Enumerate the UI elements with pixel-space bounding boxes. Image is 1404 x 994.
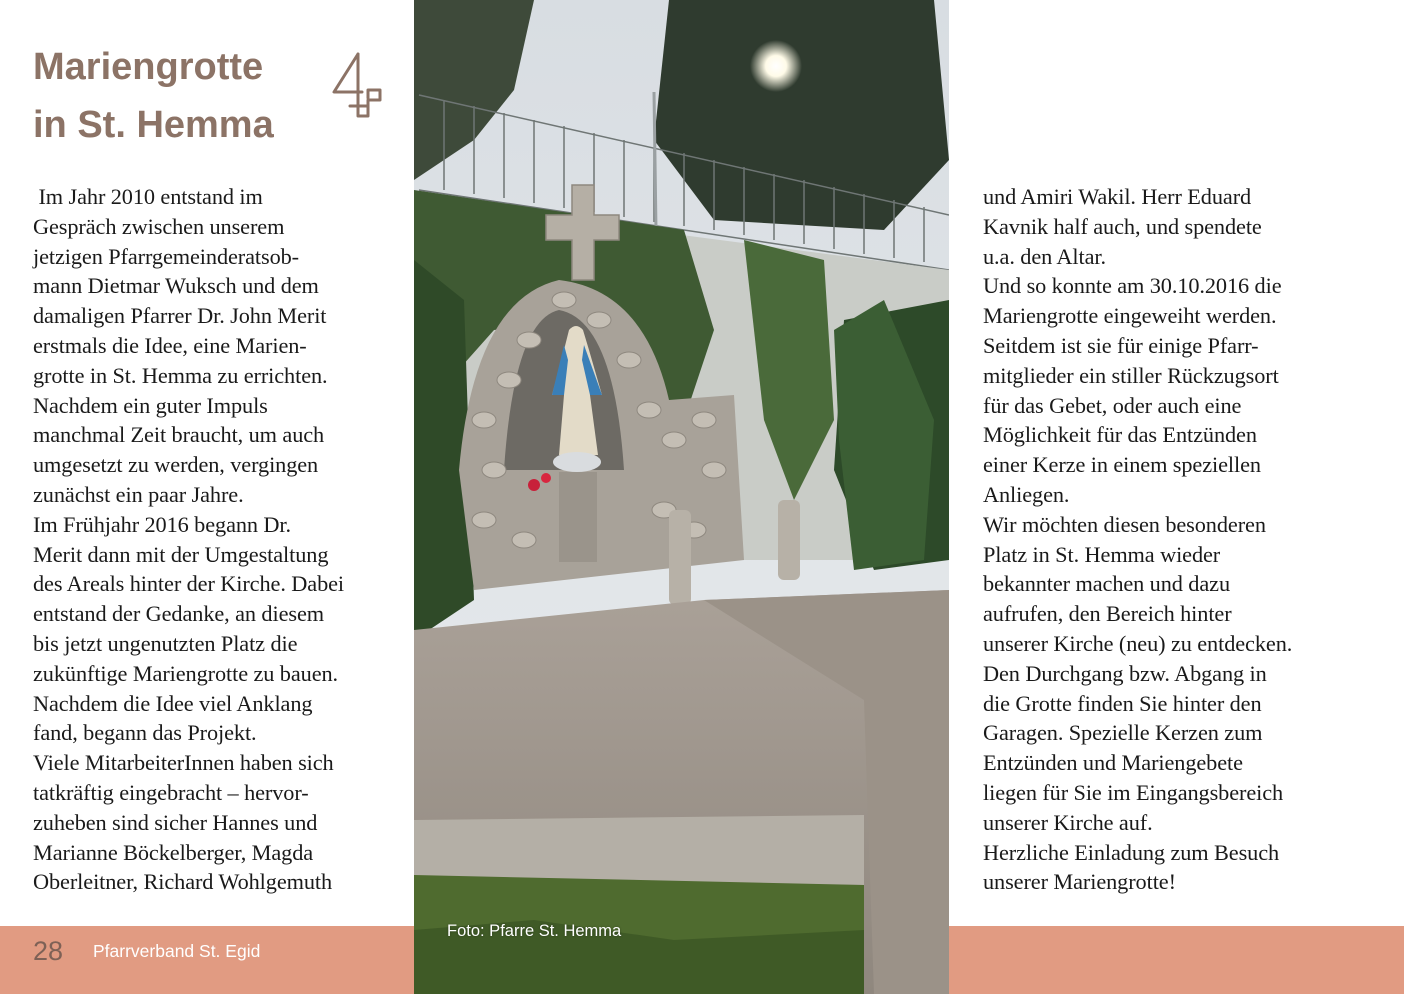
- left-column: [0, 0, 414, 994]
- page-number: 28: [33, 936, 64, 966]
- footer-publication-label: Pfarrverband St. Egid: [93, 941, 261, 961]
- title-line-2: in St. Hemma: [33, 104, 274, 146]
- grotto-photo: [414, 0, 949, 994]
- title-line-1: Mariengrotte: [33, 46, 264, 88]
- article-body-right: und Amiri Wakil. Herr Eduard Kavnik half auch, und spendete u.a. den Altar. Und so konnte am 30.10.2016 die Mariengrotte eingeweiht werden. Seitdem ist sie für einige Pfarr- mitglieder ein stiller Rückzugsort für das Gebet, oder auch eine Möglichkeit für das Entzünden einer Kerze in einem speziellen Anliegen. Wir möchten diesen besonderen Platz in St. Hemma wieder bekannter machen und dazu aufrufen, den Bereich hinter unserer Kirche (neu) zu entdecken. Den Durchgang bzw. Abgang in die Grotte finden Sie hinter den Garagen. Spezielle Kerzen zum Entzünden und Mariengebete liegen für Sie im Eingangsbereich unserer Kirche auf. Herzliche Einladung zum Besuch unserer Mariengrotte!: [983, 184, 1293, 895]
- article-body-left: Im Jahr 2010 entstand im Gespräch zwischen unserem jetzigen Pfarrgemeinderatsob- mann Dietmar Wuksch und dem damaligen Pfarrer Dr. John Merit erstmals die Idee, eine Marien- grotte in St. Hemma zu errichten. Nachdem ein guter Impuls manchmal Zeit braucht, um auch umgesetzt zu werden, vergingen zunächst ein paar Jahre. Im Frühjahr 2016 begann Dr. Merit dann mit der Umgestaltung des Areals hinter der Kirche. Dabei entstand der Gedanke, an diesem bis jetzt ungenutzten Platz die zukünftige Mariengrotte zu bauen. Nachdem die Idee viel Anklang fand, begann das Projekt. Viele MitarbeiterInnen haben sich tatkräftig eingebracht – hervor- zuheben sind sicher Hannes und Marianne Böckelberger, Magda Oberleitner, Richard Wohlgemuth: [33, 184, 345, 895]
- page-title: [33, 38, 274, 154]
- footer-band-right: [949, 926, 1404, 994]
- number-four-cross-icon: [328, 50, 386, 124]
- photo-caption: Foto: Pfarre St. Hemma: [447, 922, 622, 940]
